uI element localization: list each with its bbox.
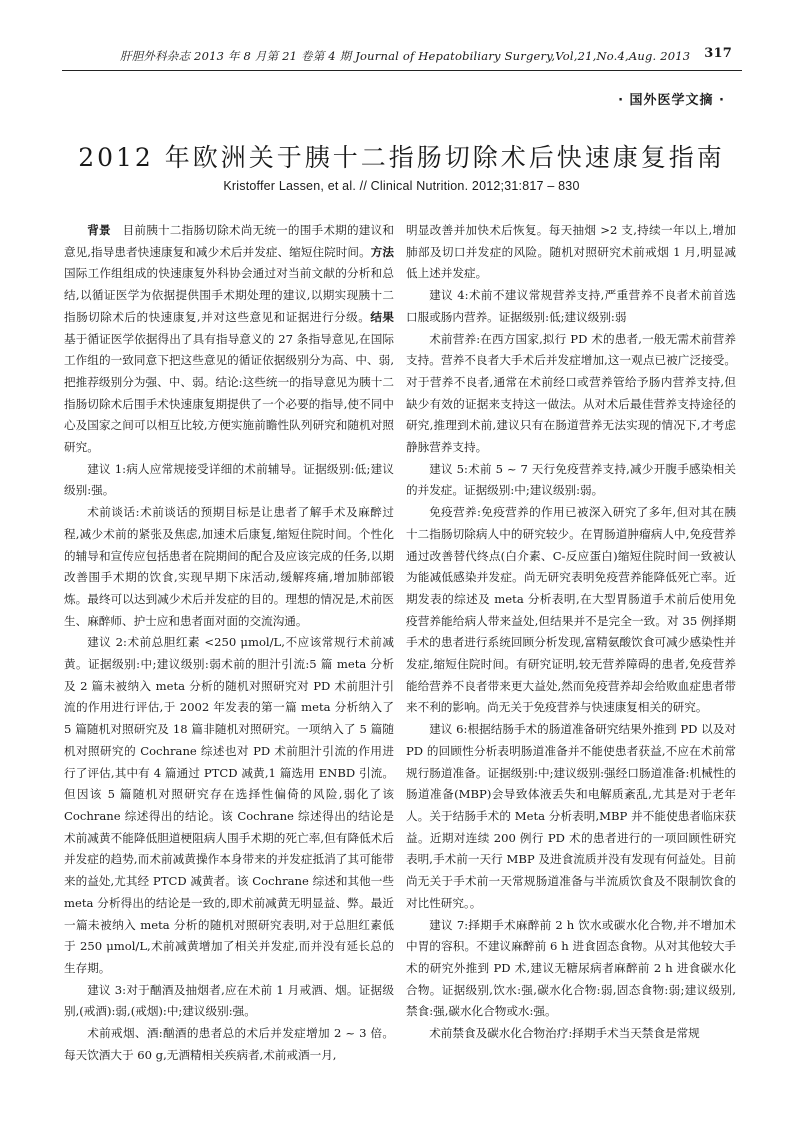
body-paragraph: 建议 7:择期手术麻醉前 2 h 饮水或碳水化合物,并不增加术中胃的容积。不建议麻醉前 6 h 进食固态食物。从对其他较大手术的研究外推到 PD 术,建议无糖尿病者麻醉前 2 h 进食碳水化合物。证据级别,饮水:强,碳水化合物:弱,固态食物:弱;建议级别,禁食:强,碳水化合物或水:强。	[406, 917, 736, 1019]
body-paragraph: 术前戒烟、酒:酗酒的患者总的术后并发症增加 2 ~ 3 倍。每天饮酒大于 60 g,无酒精相关疾病者,术前戒酒一月,	[64, 1026, 394, 1062]
running-head	[62, 46, 742, 68]
background-text: 目前胰十二指肠切除术尚无统一的围手术期的建议和意见,指导患者快速康复和减少术后并发症、缩短住院时间。	[64, 223, 394, 259]
body-paragraph: 建议 4:术前不建议常规营养支持,严重营养不良者术前首选口服或肠内营养。证据级别:低;建议级别:弱	[406, 288, 736, 324]
body-paragraph: 术前禁食及碳水化合物治疗:择期手术当天禁食是常规	[429, 1026, 700, 1041]
result-text: 基于循证医学依据得出了具有指导意义的 27 条指导意见,在国际工作组的一致同意下把这些意见的循证依据级别分为高、中、弱,把推荐级别分为强、中、弱。结论:这些统一的指导意见为胰十二指肠切除术后围手术快速康复期提供了一个必要的指导,使不同中心及国家之间可以相互比较,方便实施前瞻性队列研究和随机对照研究。	[64, 331, 394, 455]
running-head-text: 肝胆外科杂志 2013 年 8 月第 21 卷第 4 期 Journal of Hepatobiliary Surgery,Vol,21,No.4,Aug. 2013	[120, 49, 691, 63]
body-paragraph: 建议 1:病人应常规接受详细的术前辅导。证据级别:低;建议级别:强。	[64, 461, 394, 498]
column-label: · 国外医学文摘 ·	[618, 93, 725, 108]
article-title: 2012 年欧洲关于胰十二指肠切除术后快速康复指南	[78, 143, 725, 172]
abstract-paragraph	[64, 220, 394, 459]
method-text: 国际工作组组成的快速康复外科协会通过对当前文献的分析和总结,以循证医学为依据提供围手术期处理的建议,以期实现胰十二指肠切除术后的快速康复,并对这些意见和证据进行分级。	[64, 266, 394, 324]
background-label: 背景	[87, 223, 111, 237]
header-rule	[62, 70, 742, 71]
method-label: 方法	[370, 244, 394, 259]
body-paragraph: 术前谈话:术前谈话的预期目标是让患者了解手术及麻醉过程,减少术前的紧张及焦虑,加速术后康复,缩短住院时间。个性化的辅导和宣传应包括患者在院期间的配合及应该完成的任务,以期改善围手术期的饮食,实现早期下床活动,缓解疼痛,增加肺部锻炼。最终可以达到减少术后并发症的目的。理想的情况是,术前医生、麻醉师、护士应和患者面对面的交流沟通。	[64, 505, 394, 628]
body-paragraph: 明显改善并加快术后恢复。每天抽烟 >2 支,持续一年以上,增加肺部及切口并发症的风险。随机对照研究术前戒烟 1 月,明显减低上述并发症。	[406, 223, 736, 281]
result-label: 结果	[370, 309, 394, 324]
body-paragraph: 建议 6:根据结肠手术的肠道准备研究结果外推到 PD 以及对 PD 的回顾性分析表明肠道准备并不能使患者获益,不应在术前常规行肠道准备。证据级别:中;建议级别:强经口肠道准备:机械性的肠道准备(MBP)会导致体液丢失和电解质紊乱,尤其是对于老年人。关于结肠手术的 Meta 分析表明,MBP 并不能使患者临床获益。近期对连续 200 例行 PD 术的患者进行的一项回顾性研究表明,手术前一天行 MBP 及进食流质并没有发现有何益处。目前尚无关于手术前一天常规肠道准备与半流质饮食及不限制饮食的对比性研究。。	[406, 722, 736, 910]
article-byline: Kristoffer Lassen, et al. // Clinical Nutrition. 2012;31:817 – 830	[223, 179, 580, 193]
body-paragraph: 建议 5:术前 5 ~ 7 天行免疫营养支持,减少开腹手感染相关的并发症。证据级别:中;建议级别:弱。	[406, 461, 736, 498]
right-column	[406, 220, 736, 1045]
left-column	[64, 220, 394, 1066]
page-number: 317	[704, 46, 732, 61]
body-paragraph: 术前营养:在西方国家,拟行 PD 术的患者,一般无需术前营养支持。营养不良者大手术后并发症增加,这一观点已被广泛接受。对于营养不良者,通常在术前经口或营养管给予肠内营养支持,但缺少有效的证据来支持这一做法。从对术后最佳营养支持途径的研究,推理到术前,建议只有在肠道营养无法实现的情况下,才考虑静脉营养支持。	[406, 331, 736, 455]
body-paragraph: 建议 2:术前总胆红素 <250 μmol/L,不应该常规行术前减黄。证据级别:中;建议级别:弱术前的胆汁引流:5 篇 meta 分析及 2 篇未被纳入 meta 分析的随机对照研究对 PD 术前胆汁引流的作用进行评估,于 2002 年发表的第一篇 meta 分析纳入了 5 篇随机对照研究及 18 篇非随机对照研究。一项纳入了 5 篇随机对照研究的 Cochrane 综述也对 PD 术前胆汁引流的作用进行了评估,其中有 4 篇通过 PTCD 减黄,1 篇选用 ENBD 引流。但因该 5 篇随机对照研究存在选择性偏倚的风险,弱化了该 Cochrane 综述得出的结论。该 Cochrane 综述得出的结论是术前减黄不能降低胆道梗阻病人围手术期的死亡率,但有降低术后并发症的趋势,而术前减黄操作本身带来的并发症抵消了其可能带来的益处,尤其经 PTCD 减黄者。该 Cochrane 综述和其他一些 meta 分析得出的结论是一致的,即术前减黄无明显益、弊。最近一篇未被纳入 meta 分析的随机对照研究表明,对于总胆红素低于 250 μmol/L,术前减黄增加了相关并发症,而并没有延长总的生存期。	[64, 635, 394, 975]
body-paragraph: 免疫营养:免疫营养的作用已被深入研究了多年,但对其在胰十二指肠切除病人中的研究较少。在胃肠道肿瘤病人中,免疫营养通过改善替代终点(白介素、C-反应蛋白)缩短住院时间一致被认为能减低感染并发症。尚无研究表明免疫营养能降低死亡率。近期发表的综述及 meta 分析表明,在大型胃肠道手术前后使用免疫营养能给病人带来益处,但结果并不是完全一致。对 35 例择期手术的患者进行系统回顾分析发现,富精氨酸饮食可减少感染性并发症,缩短住院时间。有研究证明,较无营养障碍的患者,免疫营养能给营养不良者带来更大益处,然而免疫营养却会给败血症患者带来不利的影响。尚无关于免疫营养与快速康复相关的研究。	[406, 505, 736, 715]
body-paragraph: 建议 3:对于酗酒及抽烟者,应在术前 1 月戒酒、烟。证据级别,(戒酒):弱,(戒烟):中;建议级别:强。	[64, 982, 394, 1019]
